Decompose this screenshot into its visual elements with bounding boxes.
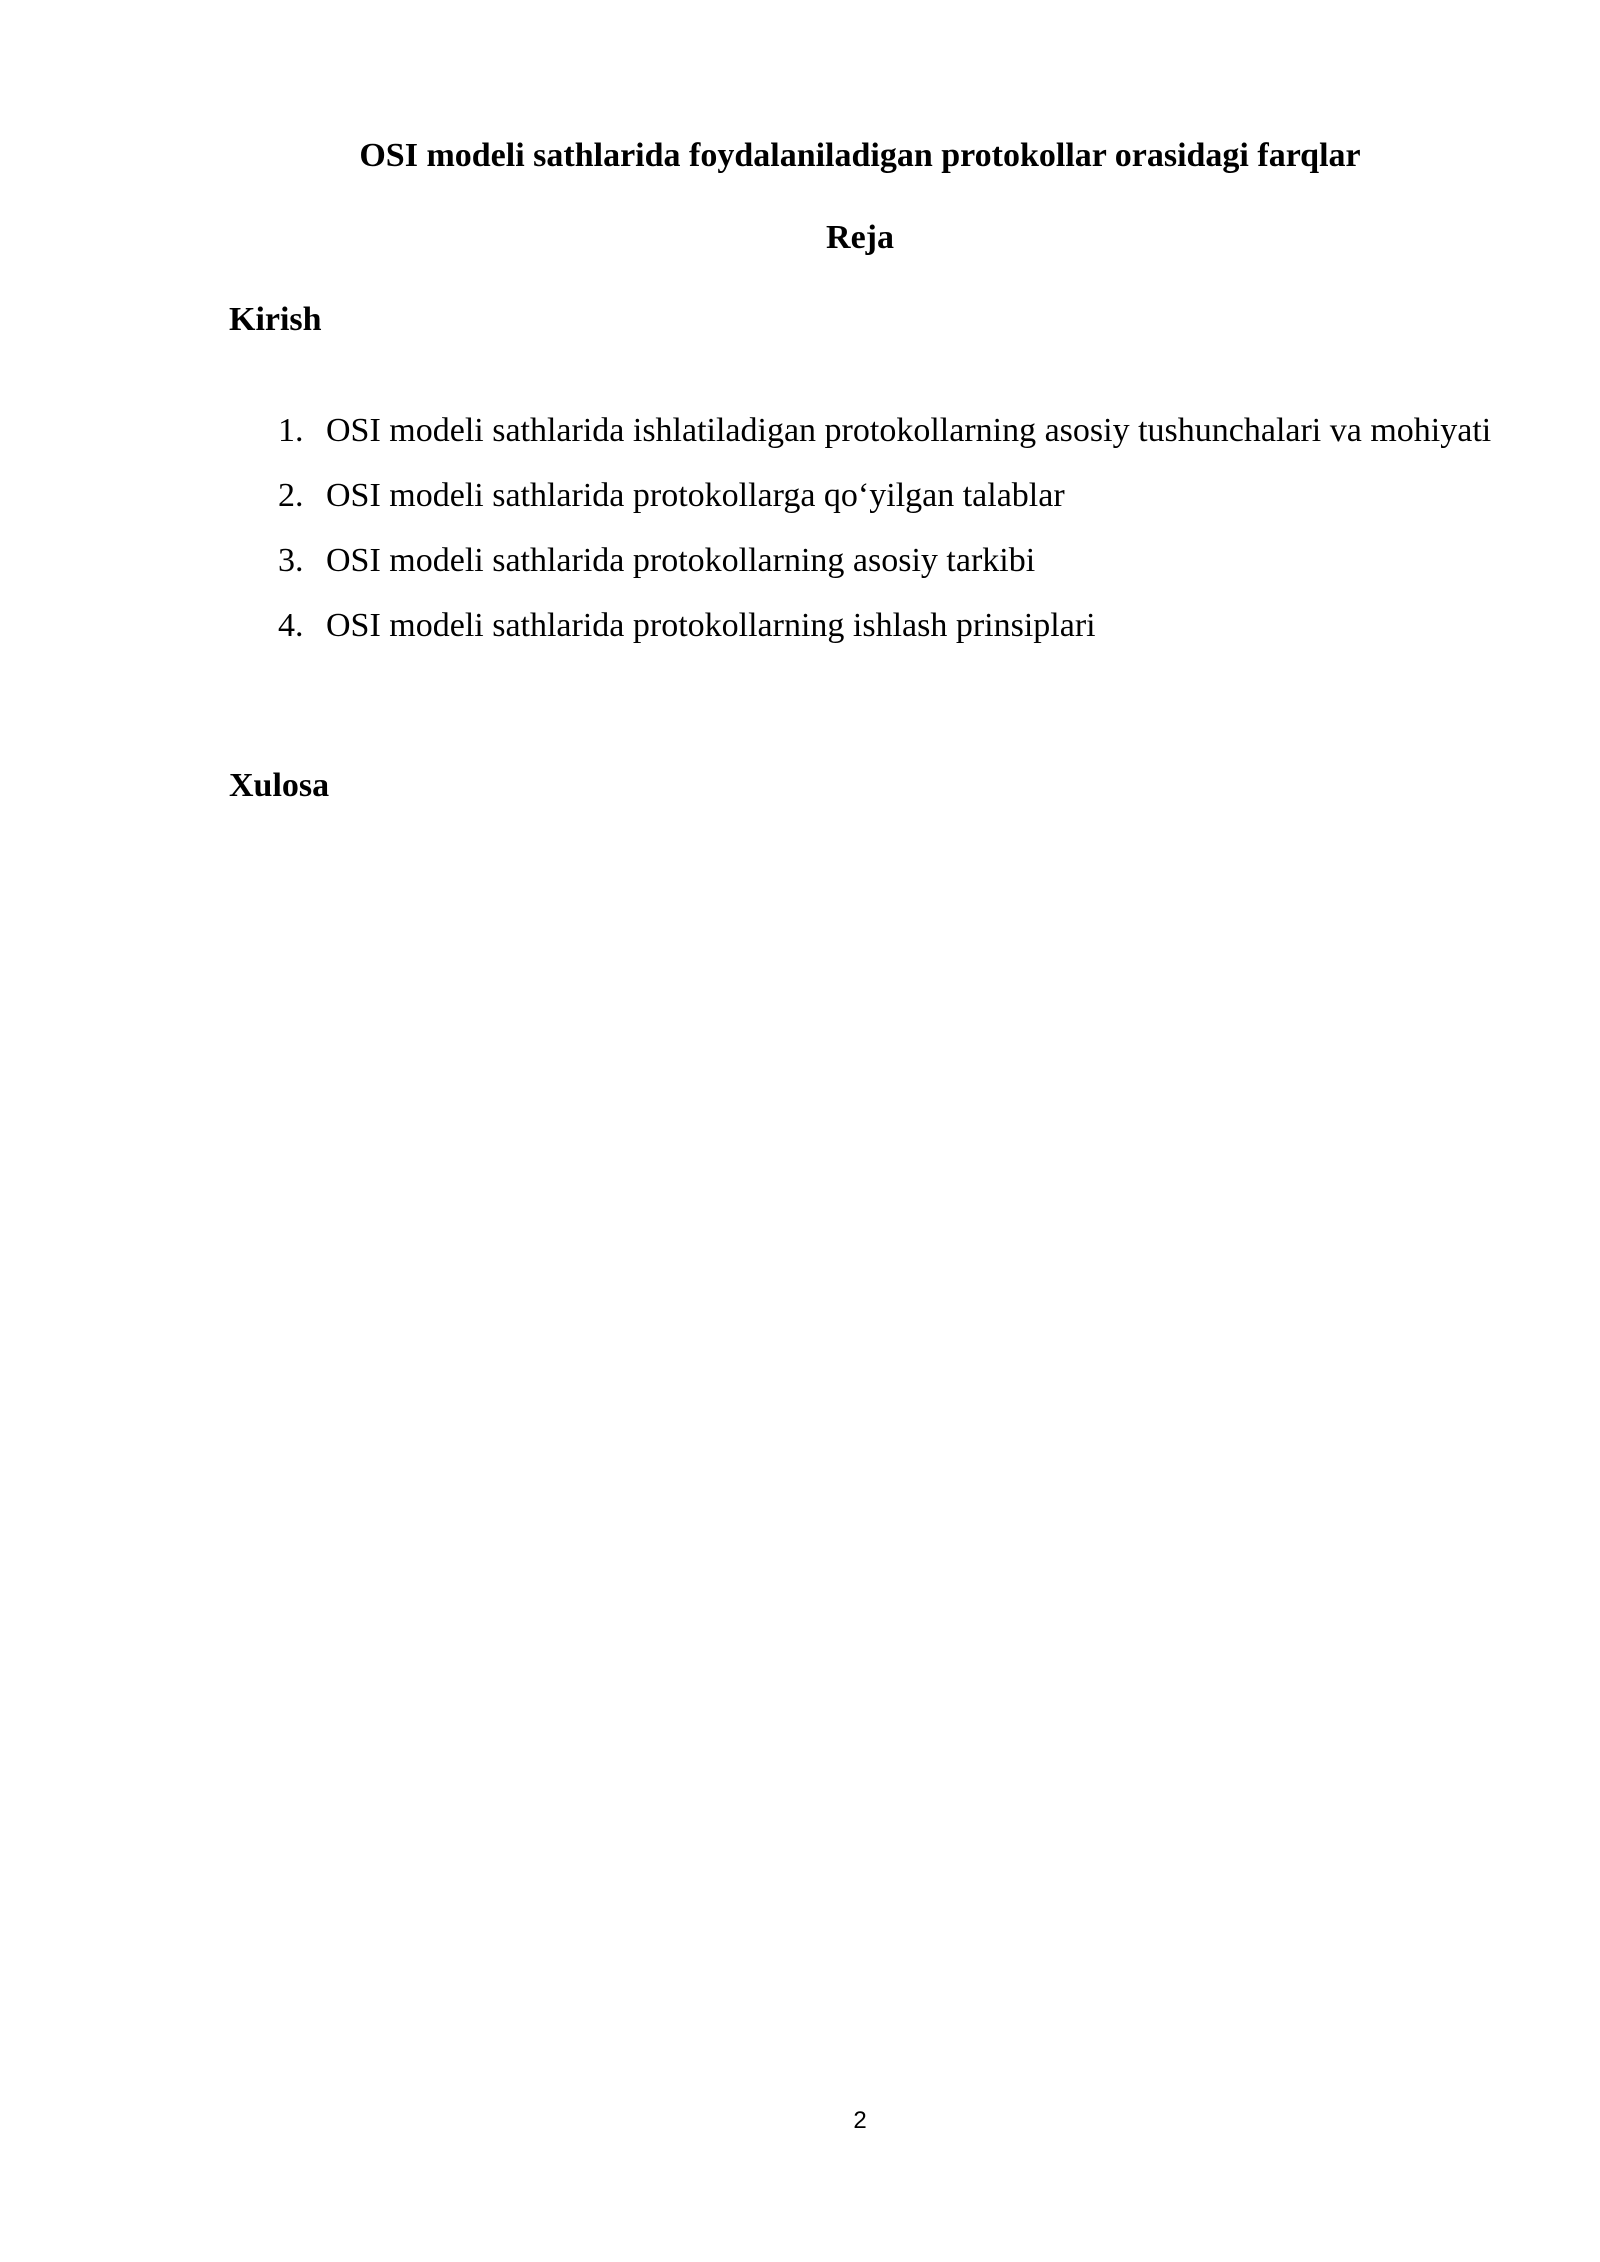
page-number: 2 — [853, 2107, 867, 2134]
toc-item-number: 2. — [278, 477, 304, 514]
toc-item-number: 4. — [278, 607, 304, 644]
intro-heading: Kirish — [229, 301, 322, 338]
toc-item-3 — [229, 528, 1509, 593]
document-title: OSI modeli sathlarida foydalaniladigan protokollar orasidagi farqlar — [359, 137, 1361, 174]
conclusion-heading: Xulosa — [229, 767, 330, 804]
toc-item-text: OSI modeli sathlarida protokollarning ishlash prinsiplari — [326, 607, 1096, 644]
toc-item-2 — [229, 463, 1509, 528]
plan-heading: Reja — [826, 219, 894, 256]
toc-item-4 — [229, 593, 1509, 658]
toc-item-text: OSI modeli sathlarida protokollarning asosiy tarkibi — [326, 542, 1036, 579]
table-of-contents — [229, 398, 1509, 658]
toc-item-number: 3. — [278, 542, 304, 579]
toc-item-1 — [229, 398, 1509, 463]
toc-item-text: OSI modeli sathlarida ishlatiladigan protokollarning asosiy tushunchalari va mohiyati — [326, 412, 1492, 449]
toc-item-number: 1. — [278, 412, 304, 449]
toc-item-text: OSI modeli sathlarida protokollarga qo‘yilgan talablar — [326, 477, 1065, 514]
